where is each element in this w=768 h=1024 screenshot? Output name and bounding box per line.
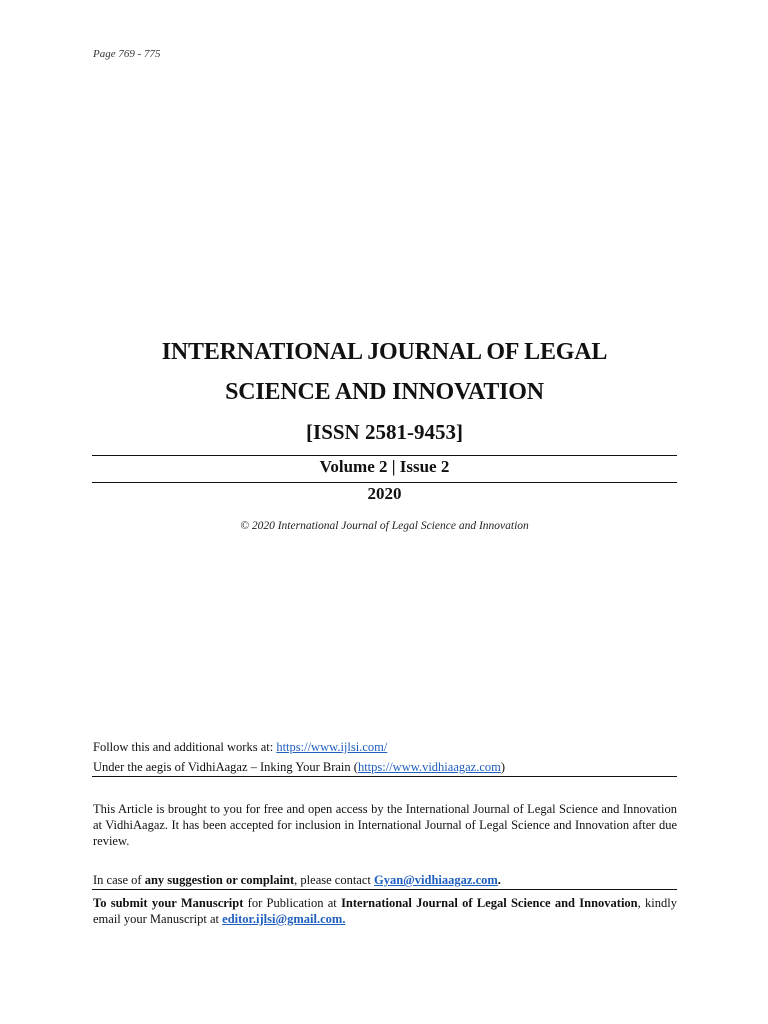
submit-bold-1: To submit your Manuscript — [93, 896, 244, 910]
contact-middle: , please contact — [294, 873, 374, 887]
page-range: Page 769 - 775 — [93, 48, 161, 60]
submit-bold-2: International Journal of Legal Science and Innovation — [341, 896, 638, 910]
journal-title-line-1: INTERNATIONAL JOURNAL OF LEGAL — [161, 339, 608, 365]
contact-prefix: In case of — [93, 873, 145, 887]
follow-line — [93, 739, 677, 755]
copyright-notice: © 2020 International Journal of Legal Science and Innovation — [240, 520, 529, 532]
divider-footer-2 — [92, 889, 677, 890]
journal-website-link[interactable]: https://www.ijlsi.com/ — [276, 740, 388, 754]
title-block — [92, 332, 677, 446]
vidhiaagaz-website-link[interactable]: https://www.vidhiaagaz.com — [357, 760, 501, 774]
submit-email-link[interactable]: editor.ijlsi@gmail.com. — [222, 912, 346, 926]
aegis-text: Under the aegis of VidhiAagaz – Inking Your Brain ( — [93, 760, 358, 774]
volume-issue: Volume 2 | Issue 2 — [319, 457, 450, 476]
contact-suffix: . — [497, 873, 501, 887]
aegis-close: ) — [500, 760, 506, 774]
submit-notice — [93, 895, 677, 927]
divider-top-volume — [92, 455, 677, 456]
article-notice: This Article is brought to you for free and open access by the International Journal of Legal Science and Innovation at VidhiAagaz. It has been accepted for inclusion in International Journal of Legal Science and Innovation after due review. — [93, 802, 677, 848]
contact-bold: any suggestion or complaint — [144, 873, 295, 887]
divider-footer-1 — [92, 776, 677, 777]
submit-text-2: , kindly email your Manuscript at — [93, 896, 677, 926]
aegis-line — [93, 759, 677, 775]
divider-bottom-volume — [92, 482, 677, 483]
issn: [ISSN 2581-9453] — [306, 420, 463, 444]
follow-text: Follow this and additional works at: — [93, 740, 277, 754]
year: 2020 — [367, 484, 402, 503]
contact-line — [93, 872, 677, 888]
journal-title-line-2: SCIENCE AND INNOVATION — [225, 379, 544, 405]
submit-text-1: for Publication at — [243, 896, 342, 910]
contact-email-link[interactable]: Gyan@vidhiaagaz.com — [374, 873, 498, 887]
